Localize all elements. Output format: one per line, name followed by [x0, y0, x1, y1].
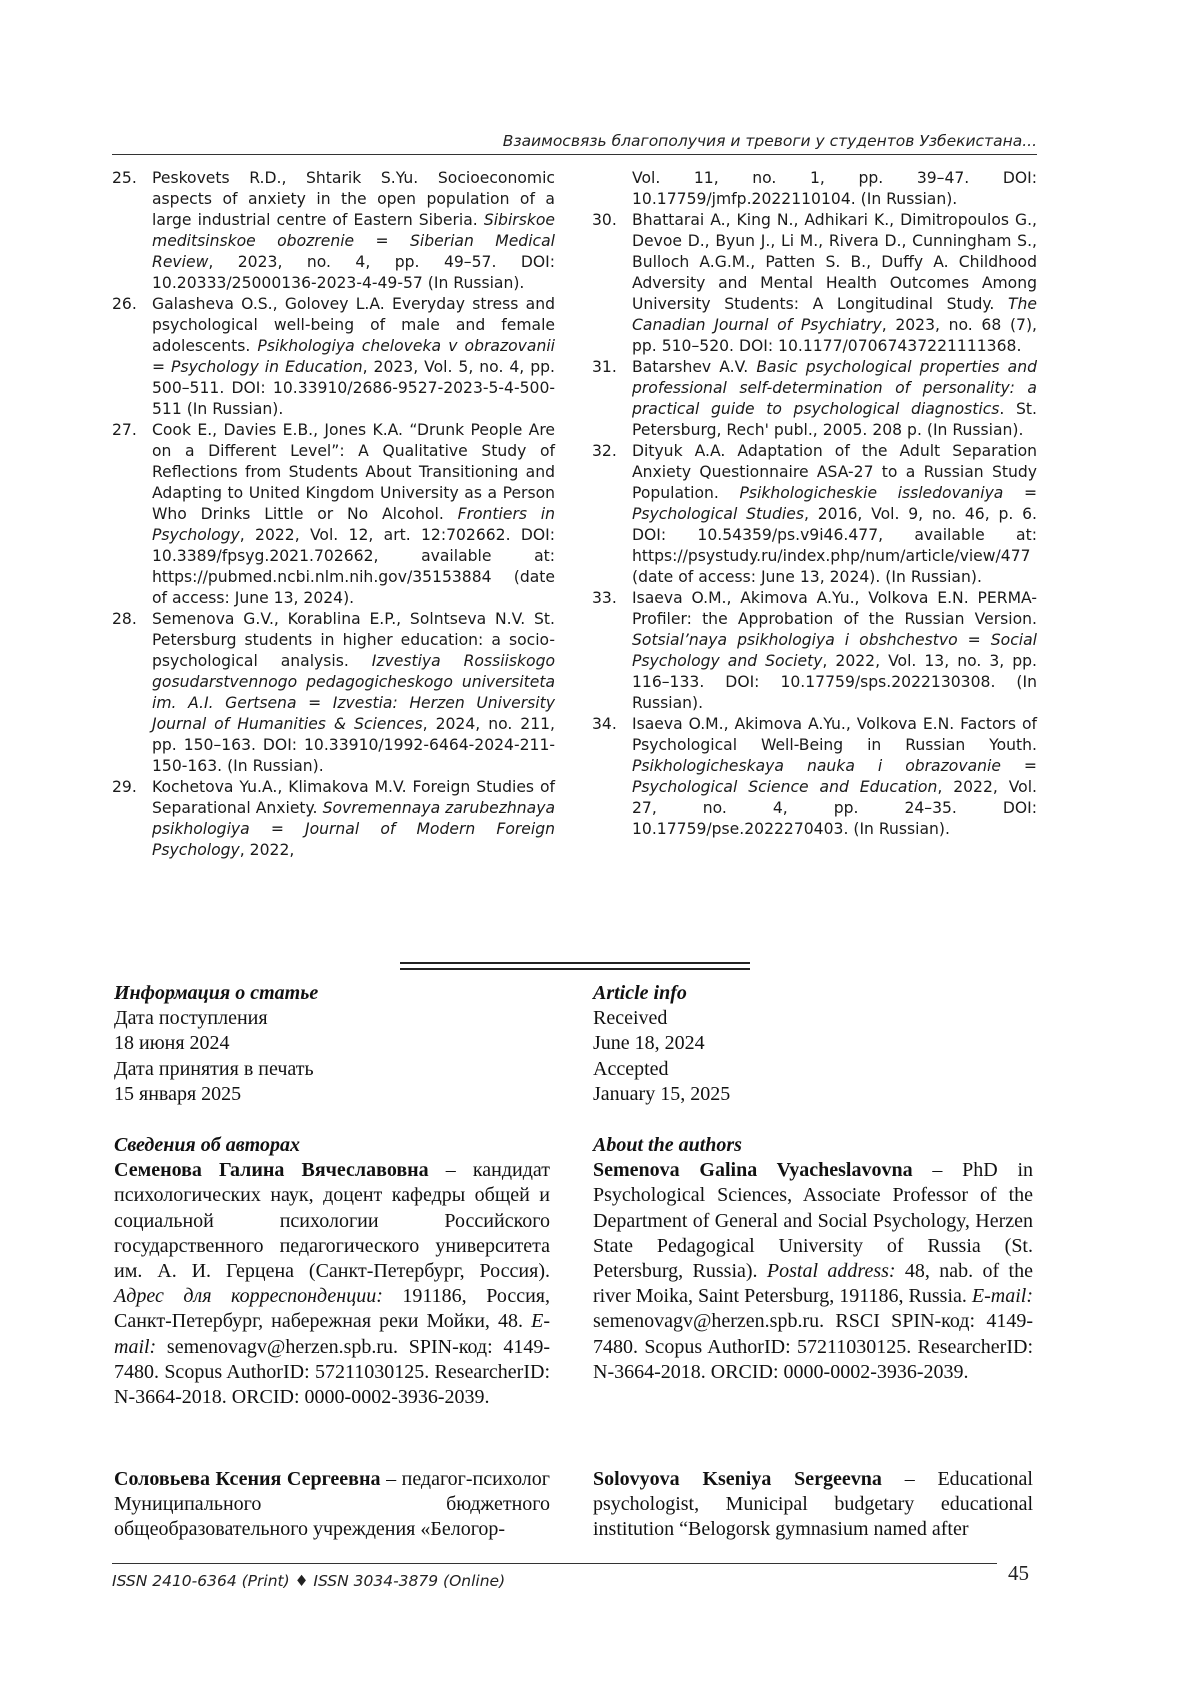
reference-text-part: , 2016, Vol. 9, no. 46, p. 6. DOI: 10.54359/ps.v9i46.477, available at: https://psystudy.ru/index.php/num/article/view/477 (date of access: June 13, 2024). (In Russian).	[632, 505, 1037, 586]
author1-addr-label-en: Postal address:	[766, 1260, 896, 1283]
author2-name-ru: Соловьева Ксения Сергеевна	[114, 1468, 381, 1490]
article-info-en-title: Article info	[593, 982, 687, 1004]
reference-source-title: Psikhologicheskaya nauka i obrazovanie = Psychological Science and Education	[632, 757, 1037, 796]
author1-addr-ru: 191186, Россия, Санкт-Петербург, набережная реки Мойки, 48.	[114, 1285, 550, 1333]
reference-number: 25.	[112, 169, 137, 187]
references-left-column	[112, 168, 555, 861]
reference-item	[592, 588, 1037, 714]
author1-bio-ru	[114, 1158, 550, 1410]
reference-text	[632, 588, 1037, 714]
authors-ru-title: Сведения об авторах	[114, 1134, 300, 1156]
reference-item	[112, 777, 555, 861]
reference-item	[592, 210, 1037, 357]
reference-text-part: Cook E., Davies E.B., Jones K.A. “Drunk People Are on a Different Level”: A Qualitative Study of Reflections from Students About Transitioning and Adapting to United Kingdom University as a Person Who Drinks Little or No Alcohol.	[152, 421, 555, 523]
reference-source-title: The Canadian Journal of Psychiatry	[632, 295, 1037, 334]
reference-text	[632, 714, 1037, 840]
reference-text-part: Batarshev A.V.	[632, 358, 757, 376]
authors-en-title: About the authors	[593, 1134, 742, 1156]
reference-number: 34.	[592, 715, 617, 733]
accepted-label-ru: Дата принятия в печать	[114, 1057, 314, 1080]
accepted-date-ru: 15 января 2025	[114, 1082, 242, 1105]
reference-text-part: Peskovets R.D., Shtarik S.Yu. Socioeconomic aspects of anxiety in the open population of a large industrial centre of Eastern Siberia.	[152, 169, 555, 229]
reference-text-part: Dityuk A.A. Adaptation of the Adult Separation Anxiety Questionnaire ASA-27 to a Russian Study Population.	[632, 442, 1037, 502]
footer-rule	[112, 1563, 997, 1564]
authors-ru	[114, 1133, 550, 1410]
reference-text-part: Semenova G.V., Korablina E.P., Solntseva N.V. St. Petersburg students in higher education: a socio-psychological analysis.	[152, 610, 555, 670]
reference-item	[592, 168, 1037, 210]
author1-bio-en	[593, 1158, 1033, 1385]
reference-text-part: , 2023, no. 68 (7), pp. 510–520. DOI: 10.1177/07067437221111368.	[632, 316, 1038, 355]
received-label-en: Received	[593, 1007, 668, 1030]
reference-source-title: Sovremennaya zarubezhnaya psikhologiya = Journal of Modern Foreign Psychology	[152, 799, 555, 859]
reference-text-part: , 2022, Vol. 13, no. 3, pp. 116–133. DOI: 10.17759/sps.2022130308. (In Russian).	[632, 652, 1037, 712]
author2-desc-en: – Educational psychologist, Municipal budgetary educational institution “Belogorsk gymnasium named after	[593, 1468, 1033, 1541]
reference-text	[152, 609, 555, 777]
reference-text-part: , 2023, no. 4, pp. 49–57. DOI: 10.20333/25000136-2023-4-49-57 (In Russian).	[152, 253, 555, 292]
author2-bio-ru	[114, 1467, 550, 1543]
article-info-en	[593, 981, 1033, 1107]
reference-source-title: Sibirskoe meditsinskoe obozrenie = Siberian Medical Review	[152, 211, 555, 271]
reference-item	[592, 714, 1037, 840]
received-date-en: June 18, 2024	[593, 1032, 705, 1055]
running-head: Взаимосвязь благополучия и тревоги у студентов Узбекистана...	[502, 132, 1037, 150]
reference-source-title: Psikhologiya cheloveka v obrazovanii = Psychology in Education	[152, 337, 555, 376]
reference-number: 31.	[592, 358, 617, 376]
reference-number: 29.	[112, 778, 137, 796]
author1-rest-en: semenovagv@herzen.spb.ru. RSCI SPIN-код: 4149-7480. Scopus AuthorID: 57211030125. ResearcherID: N-3664-2018. ORCID: 0000-0002-3936-2039.	[593, 1310, 1033, 1383]
reference-text-part: , 2022, Vol. 12, art. 12:702662. DOI: 10.3389/fpsyg.2021.702662, available at: https://pubmed.ncbi.nlm.nih.gov/35153884 (date of access: June 13, 2024).	[152, 526, 555, 607]
reference-source-title: Frontiers in Psychology	[152, 505, 555, 544]
reference-text-part: Bhattarai A., King N., Adhikari K., Dimitropoulos G., Devoe D., Byun J., Li M., Rivera D., Cunningham S., Bulloch A.G.M., Patten S. B., Duffy A. Childhood Adversity and Mental Health Outcomes Among University Students: A Longitudinal Study.	[632, 211, 1037, 313]
author1-addr-label-ru: Адрес для корреспонденции:	[114, 1285, 383, 1308]
author1-desc-ru: – кандидат психологических наук, доцент кафедры общей и социальной психологии Российского государственного педагогического университета им. А. И. Герцена (Санкт-Петербург, Россия).	[114, 1159, 550, 1283]
section-divider	[400, 962, 750, 970]
reference-text-part: Vol. 11, no. 1, pp. 39–47. DOI: 10.17759/jmfp.2022110104. (In Russian).	[632, 169, 1037, 208]
issn-footer: ISSN 2410-6364 (Print) ♦ ISSN 3034-3879 (Online)	[112, 1572, 506, 1590]
reference-source-title: Izvestiya Rossiiskogo gosudarstvennogo pedagogicheskogo universiteta im. A.I. Gertsena = Izvestia: Herzen University Journal of Humanities & Sciences	[152, 652, 556, 733]
reference-text	[152, 777, 555, 861]
author1-name-en: Semenova Galina Vyacheslavovna	[593, 1159, 913, 1182]
reference-text-part: , 2023, Vol. 5, no. 4, pp. 500–511. DOI: 10.33910/2686-9527-2023-5-4-500-511 (In Russian).	[152, 358, 555, 418]
header-rule	[112, 154, 1037, 155]
reference-source-title: Sotsial’naya psikhologiya i obshchestvo = Social Psychology and Society	[632, 631, 1037, 670]
author2-desc-ru: – педагог-психолог Муниципального бюджетного общеобразовательного учреждения «Белогор-	[114, 1468, 550, 1541]
reference-number: 30.	[592, 211, 617, 229]
author1-rest-ru: semenovagv@herzen.spb.ru. SPIN-код: 4149-7480. Scopus AuthorID: 57211030125. ResearcherID: N-3664-2018. ORCID: 0000-0002-3936-2039.	[114, 1335, 550, 1409]
reference-source-title: Basic psychological properties and professional self-determination of personality: a practical guide to psychological diagnostics	[632, 358, 1037, 418]
reference-number: 26.	[112, 295, 137, 313]
reference-source-title: Psikhologicheskie issledovaniya = Psychological Studies	[632, 484, 1038, 523]
reference-item	[592, 441, 1037, 588]
authors-en	[593, 1133, 1033, 1385]
author1-desc-en: – PhD in Psychological Sciences, Associate Professor of the Department of General and Social Psychology, Herzen State Pedagogical University of Russia (St. Petersburg, Russia).	[593, 1159, 1033, 1283]
reference-text	[632, 357, 1037, 441]
reference-text	[152, 294, 555, 420]
author2-ru	[114, 1467, 550, 1543]
reference-number: 27.	[112, 421, 137, 439]
reference-item	[112, 609, 555, 777]
author1-email-label-en: E-mail:	[971, 1285, 1033, 1308]
reference-number: 28.	[112, 610, 137, 628]
reference-text	[152, 168, 555, 294]
reference-text-part: , 2024, no. 211, pp. 150–163. DOI: 10.33910/1992-6464-2024-211-150-163. (In Russian).	[152, 715, 556, 775]
accepted-date-en: January 15, 2025	[593, 1082, 731, 1105]
article-info-ru	[114, 981, 550, 1107]
reference-text-part: Isaeva O.M., Akimova A.Yu., Volkova E.N. PERMA-Profiler: the Approbation of the Russian Version.	[632, 589, 1037, 628]
references-right-column	[592, 168, 1037, 840]
author1-email-label-ru: E-mail:	[114, 1310, 550, 1358]
accepted-label-en: Accepted	[593, 1057, 669, 1080]
received-date-ru: 18 июня 2024	[114, 1032, 230, 1055]
author1-addr-en: 48, nab. of the river Moika, Saint Petersburg, 191186, Russia.	[593, 1260, 1033, 1308]
reference-item	[592, 357, 1037, 441]
reference-text-part: . St. Petersburg, Rech' publ., 2005. 208 p. (In Russian).	[632, 400, 1037, 439]
reference-text-part: Isaeva O.M., Akimova A.Yu., Volkova E.N. Factors of Psychological Well-Being in Russian Youth.	[632, 715, 1037, 754]
reference-number: 32.	[592, 442, 617, 460]
reference-text-part: , 2022, Vol. 27, no. 4, pp. 24–35. DOI: 10.17759/pse.2022270403. (In Russian).	[632, 778, 1037, 838]
reference-text-part: Galasheva O.S., Golovey L.A. Everyday stress and psychological well-being of male and female adolescents.	[152, 295, 555, 355]
reference-text	[632, 210, 1037, 357]
author2-name-en: Solovyova Kseniya Sergeevna	[593, 1468, 882, 1490]
reference-item	[112, 294, 555, 420]
received-label-ru: Дата поступления	[114, 1007, 268, 1030]
article-info-ru-title: Информация о статье	[114, 982, 319, 1004]
reference-text	[592, 168, 1037, 210]
author2-bio-en	[593, 1467, 1033, 1543]
page-number: 45	[1008, 1561, 1029, 1585]
reference-text-part: , 2022,	[239, 841, 295, 859]
reference-text-part: Kochetova Yu.A., Klimakova M.V. Foreign Studies of Separational Anxiety.	[152, 778, 555, 817]
reference-text	[152, 420, 555, 609]
author1-name-ru: Семенова Галина Вячеславовна	[114, 1159, 429, 1182]
author2-en	[593, 1467, 1033, 1543]
reference-number: 33.	[592, 589, 617, 607]
reference-item	[112, 420, 555, 609]
reference-text	[632, 441, 1037, 588]
reference-item	[112, 168, 555, 294]
